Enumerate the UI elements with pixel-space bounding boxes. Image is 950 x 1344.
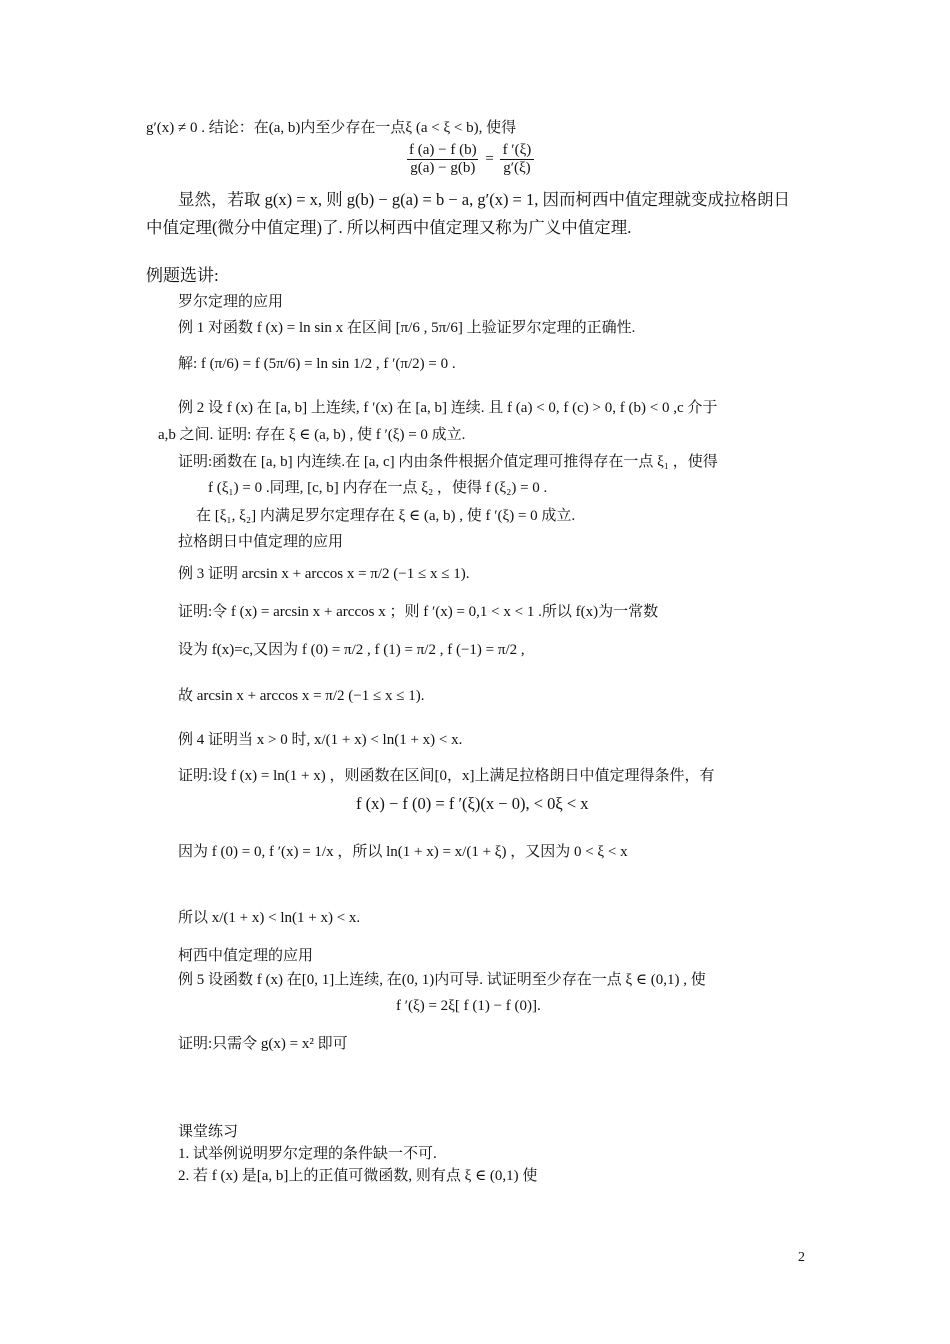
paragraph-line-1: 显然，若取 g(x) = x, 则 g(b) − g(a) = b − a, g′(x) = 1, 因而柯西中值定理就变成拉格朗日 <box>178 190 790 209</box>
example-3: 例 3 证明 arcsin x + arccos x = π/2 (−1 ≤ x ≤ 1). <box>178 566 470 582</box>
equals-sign: = <box>485 150 494 167</box>
proof-3-line-1: 证明:令 f (x) = arcsin x + arccos x ；则 f ′(x) = 0,1 < x < 1 .所以 f(x)为一常数 <box>178 604 659 620</box>
subheading-cauchy: 柯西中值定理的应用 <box>178 948 314 964</box>
example-5: 例 5 设函数 f (x) 在[0, 1]上连续, 在(0, 1)内可导. 试证明至少存在一点 ξ ∈ (0,1) , 使 <box>178 972 706 988</box>
example-1: 例 1 对函数 f (x) = ln sin x 在区间 [π/6 , 5π/6] 上验证罗尔定理的正确性. <box>178 320 636 336</box>
example-5-formula: f ′(ξ) = 2ξ[ f (1) − f (0)]. <box>396 998 541 1014</box>
numerator-left: f (a) − f (b) <box>409 142 477 158</box>
example-2: 例 2 设 f (x) 在 [a, b] 上连续, f ′(x) 在 [a, b] 连续. 且 f (a) < 0, f (c) > 0, f (b) < 0 ,c 介于 <box>178 400 718 416</box>
denominator-left: g(a) − g(b) <box>407 159 478 177</box>
exercise-2: 2. 若 f (x) 是[a, b]上的正值可微函数, 则有点 ξ ∈ (0,1) 使 <box>178 1168 538 1184</box>
fraction-left <box>406 142 480 177</box>
proof-4-conclusion: 所以 x/(1 + x) < ln(1 + x) < x. <box>178 910 361 926</box>
numerator-right: f ′(ξ) <box>502 142 532 158</box>
section-heading-examples: 例题选讲: <box>146 266 219 285</box>
mean-value-formula: f (x) − f (0) = f ′(ξ)(x − 0), < 0ξ < x <box>356 794 589 813</box>
line-conclusion: g′(x) ≠ 0 . 结论：在(a, b)内至少存在一点ξ (a < ξ < b), 使得 <box>146 120 517 136</box>
proof-3-conclusion: 故 arcsin x + arccos x = π/2 (−1 ≤ x ≤ 1). <box>178 688 425 704</box>
proof-2-line-1: 证明:函数在 [a, b] 内连续.在 [a, c] 内由条件根据介值定理可推得存在一点 ξ₁ ，使得 <box>178 454 718 470</box>
exercise-1: 1. 试举例说明罗尔定理的条件缺一不可. <box>178 1146 437 1162</box>
denominator-right: g′(ξ) <box>500 159 533 177</box>
proof-5: 证明:只需令 g(x) = x² 即可 <box>178 1036 348 1052</box>
fraction-right <box>500 142 535 177</box>
proof-2-line-2: f (ξ₁) = 0 .同理, [c, b] 内存在一点 ξ₂ ，使得 f (ξ₂) = 0 . <box>208 480 548 496</box>
subheading-exercises: 课堂练习 <box>178 1124 239 1140</box>
proof-4-line-2: 因为 f (0) = 0, f ′(x) = 1/x ，所以 ln(1 + x) = x/(1 + ξ) ，又因为 0 < ξ < x <box>178 844 628 860</box>
example-1-solution: 解: f (π/6) = f (5π/6) = ln sin 1/2 , f ′(π/2) = 0 . <box>178 356 456 372</box>
example-2-cont: a,b 之间. 证明: 存在 ξ ∈ (a, b) , 使 f ′(ξ) = 0 成立. <box>158 427 466 443</box>
subheading-rolle: 罗尔定理的应用 <box>178 294 284 310</box>
proof-4-line-1: 证明:设 f (x) = ln(1 + x) ，则函数在区间[0，x]上满足拉格朗日中值定理得条件，有 <box>178 768 715 784</box>
subheading-lagrange: 拉格朗日中值定理的应用 <box>178 534 344 550</box>
page-number: 2 <box>798 1250 805 1265</box>
proof-3-line-2: 设为 f(x)=c,又因为 f (0) = π/2 , f (1) = π/2 , f (−1) = π/2 , <box>178 642 525 658</box>
paragraph-line-2: 中值定理(微分中值定理)了. 所以柯西中值定理又称为广义中值定理. <box>146 218 632 237</box>
cauchy-formula <box>404 142 536 177</box>
example-4: 例 4 证明当 x > 0 时, x/(1 + x) < ln(1 + x) < x. <box>178 732 463 748</box>
proof-2-line-3: 在 [ξ₁, ξ₂] 内满足罗尔定理存在 ξ ∈ (a, b) , 使 f ′(ξ) = 0 成立. <box>196 508 576 524</box>
